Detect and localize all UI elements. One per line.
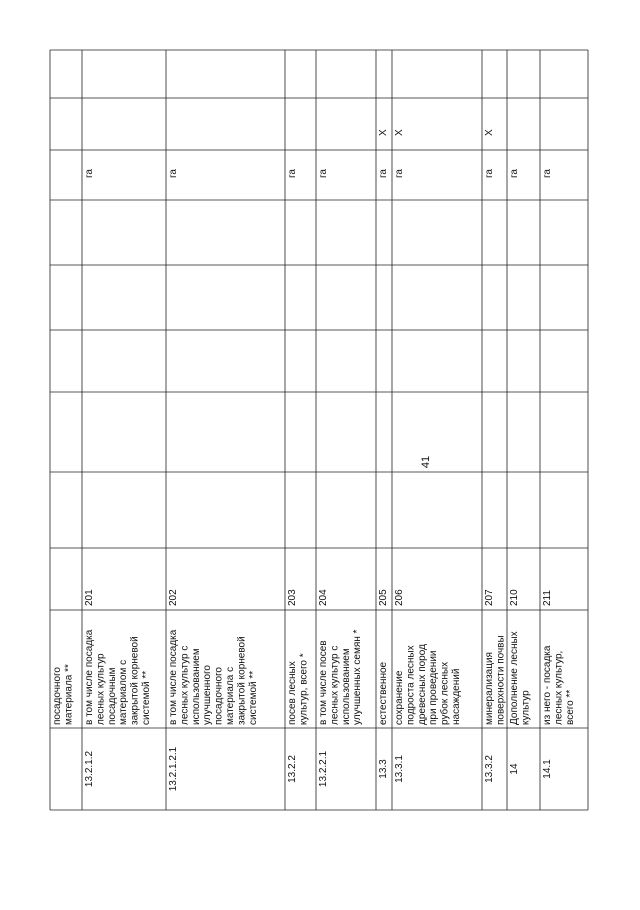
row-name-line: системой ** — [247, 670, 259, 725]
row-number: 13.3.2 — [484, 755, 495, 783]
row-code: 202 — [168, 589, 179, 606]
row-unit: га — [318, 169, 329, 178]
row-unit: га — [168, 169, 179, 178]
row-code: 206 — [394, 589, 405, 606]
row-unit: га — [84, 169, 95, 178]
row-name-line: сохранение — [394, 670, 405, 725]
row-name-line: закрытой корневой — [129, 636, 141, 725]
row-name-line: улучшенного — [202, 664, 214, 725]
row-unit: га — [287, 169, 298, 178]
row-x-mark: X — [484, 129, 495, 136]
row-name-line: в том числе посадка — [168, 629, 179, 725]
row-number: 13.3.1 — [394, 755, 405, 783]
row-name-line: материала ** — [63, 664, 75, 725]
page-number: 41 — [420, 455, 432, 469]
row-code: 203 — [287, 589, 298, 606]
row-unit: га — [542, 169, 553, 178]
row-name-line: в том числе посадка — [84, 629, 95, 725]
row-name-line: при проведении — [428, 650, 440, 725]
row-number: 14.1 — [542, 759, 553, 779]
row-name-line: материала с — [225, 666, 236, 725]
row-name-line: лесных культур — [95, 653, 107, 725]
row-name-line: улучшенных семян * — [352, 629, 364, 725]
row-code: 201 — [84, 589, 95, 606]
row-number: 13.2.2 — [287, 755, 298, 783]
row-name-line: лесных культур с — [179, 645, 191, 725]
row-number: 13.2.1.2.1 — [168, 746, 179, 792]
row-name-line: системой ** — [141, 670, 152, 725]
row-code: 204 — [318, 589, 329, 606]
row-name-line: культур — [520, 690, 532, 725]
row-name-line: материалом с — [118, 659, 130, 725]
row-name-line: посадочного — [52, 667, 63, 725]
row-name-line: всего ** — [564, 689, 576, 725]
row-name-line: рубок лесных — [439, 661, 451, 725]
row-name-line: в том числе посев — [318, 640, 329, 725]
row-unit: га — [484, 169, 495, 178]
row-name-line: посадочным — [106, 667, 118, 725]
row-number: 13.3 — [378, 759, 389, 779]
row-unit: га — [378, 169, 389, 178]
row-name-line: естественное — [378, 661, 389, 725]
row-name-line: культур, всего * — [298, 653, 310, 725]
row-name-line: лесных культур, — [553, 650, 565, 725]
table-content — [52, 129, 576, 791]
row-name-line: использованием — [190, 648, 202, 725]
row-unit: га — [394, 169, 405, 178]
row-name-line: закрытой корневой — [236, 636, 248, 725]
row-number: 13.2.2.1 — [318, 750, 329, 788]
row-name-line: древесных пород — [416, 644, 428, 725]
row-name-line: насаждений — [451, 668, 462, 725]
row-name-line: поверхности почвы — [495, 635, 507, 725]
row-code: 211 — [542, 590, 553, 606]
row-code: 205 — [378, 589, 389, 606]
row-code: 207 — [484, 589, 495, 606]
row-name-line: использованием — [340, 648, 352, 725]
row-code: 210 — [509, 589, 520, 606]
row-unit: га — [509, 169, 520, 178]
row-name-line: подроста лесных — [405, 645, 417, 725]
row-name-line: посадочного — [213, 667, 225, 725]
row-name-line: Дополнение лесных — [509, 631, 520, 725]
row-name-line: посев лесных — [287, 661, 298, 725]
row-number: 14 — [509, 763, 520, 775]
row-x-mark: X — [394, 129, 405, 136]
row-name-line: лесных культур с — [329, 645, 341, 725]
row-number: 13.2.1.2 — [84, 750, 95, 788]
row-x-mark: X — [378, 129, 389, 136]
row-name-line: минерализация — [484, 652, 495, 725]
row-name-line: из него - посадка — [542, 645, 553, 725]
